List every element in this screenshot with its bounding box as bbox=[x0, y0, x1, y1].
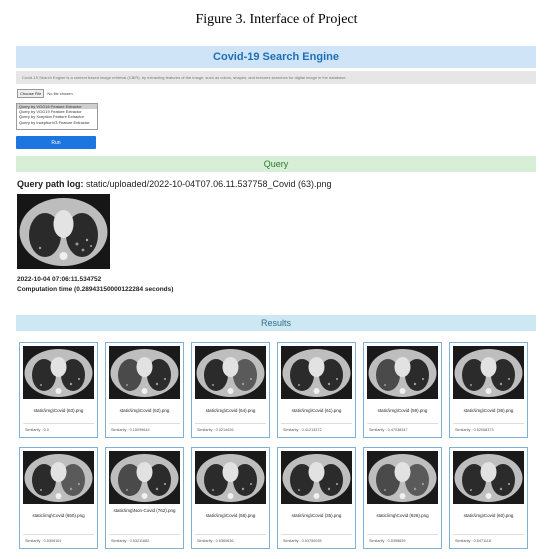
result-caption: static\img\Covid (64).png bbox=[205, 408, 256, 413]
file-status-text: No file chosen bbox=[47, 91, 73, 96]
result-caption: static\img\Covid (61).png bbox=[291, 408, 342, 413]
result-divider bbox=[453, 423, 524, 424]
result-caption: static\img\Non-Covid (762).png bbox=[113, 508, 176, 513]
result-ct-image bbox=[453, 346, 524, 399]
result-card[interactable] bbox=[277, 342, 356, 438]
option-xception[interactable]: Query by Xception Feature Extractor bbox=[19, 114, 84, 120]
result-divider bbox=[453, 534, 524, 535]
result-similarity: Similarity : 0.41213372 bbox=[283, 428, 322, 432]
result-caption: static\img\Covid (36).png bbox=[463, 408, 514, 413]
result-divider bbox=[281, 423, 352, 424]
result-caption: static\img\Covid (59).png bbox=[377, 408, 428, 413]
result-card[interactable] bbox=[191, 342, 270, 438]
result-similarity: Similarity : 0.15099644 bbox=[111, 428, 150, 432]
app-description: Covid-19 Search Engine is a content based image retrieval (CBIR), by extracting features of the image, such as colors, shapes, and textures searches for digital image in the database. bbox=[16, 71, 536, 84]
option-vgg16[interactable]: Query by VGG16 Feature Extractor bbox=[17, 104, 97, 109]
result-similarity: Similarity : 0.5360636 bbox=[197, 539, 234, 543]
result-divider bbox=[367, 534, 438, 535]
result-divider bbox=[195, 534, 266, 535]
result-caption: static\img\Covid (35).png bbox=[291, 513, 342, 518]
result-divider bbox=[281, 534, 352, 535]
result-ct-image bbox=[367, 451, 438, 504]
result-card[interactable] bbox=[449, 342, 528, 438]
result-card[interactable] bbox=[277, 447, 356, 549]
result-similarity: Similarity : 0.3214426 bbox=[197, 428, 234, 432]
query-path-value: static/uploaded/2022-10-04T07.06.11.537758_Covid (63).png bbox=[86, 179, 332, 189]
query-path-label: Query path log: bbox=[17, 179, 84, 189]
file-input-row bbox=[17, 89, 73, 98]
result-similarity: Similarity : 0.52068373 bbox=[455, 428, 494, 432]
result-card[interactable] bbox=[191, 447, 270, 549]
choose-file-button[interactable]: Choose File bbox=[17, 89, 44, 98]
figure-caption: Figure 3. Interface of Project bbox=[195, 12, 358, 27]
result-divider bbox=[109, 423, 180, 424]
result-caption: static\img\Covid (62).png bbox=[119, 408, 170, 413]
result-ct-image bbox=[109, 451, 180, 504]
result-ct-image bbox=[195, 451, 266, 504]
result-ct-image bbox=[23, 346, 94, 399]
feature-extractor-select[interactable] bbox=[16, 103, 98, 130]
result-card[interactable] bbox=[105, 342, 184, 438]
result-caption: static\img\Covid (58).png bbox=[205, 513, 256, 518]
result-ct-image bbox=[109, 346, 180, 399]
app-title: Covid-19 Search Engine bbox=[16, 46, 536, 68]
option-inceptionv3[interactable]: Query by InceptionV3 Feature Extractor bbox=[19, 119, 90, 125]
result-card[interactable] bbox=[105, 447, 184, 549]
result-similarity: Similarity : 0.53211682 bbox=[111, 539, 150, 543]
result-ct-image bbox=[195, 346, 266, 399]
result-divider bbox=[109, 534, 180, 535]
result-similarity: Similarity : 0.5471118 bbox=[455, 539, 491, 543]
result-card[interactable] bbox=[363, 447, 442, 549]
query-section-header: Query bbox=[16, 156, 536, 172]
query-ct-image bbox=[17, 194, 110, 269]
result-ct-image bbox=[453, 451, 524, 504]
result-ct-image bbox=[281, 346, 352, 399]
query-timestamp: 2022-10-04 07:06:11.534752 bbox=[17, 276, 102, 283]
result-similarity: Similarity : 0.47038347 bbox=[369, 428, 408, 432]
result-divider bbox=[23, 534, 94, 535]
result-ct-image bbox=[367, 346, 438, 399]
result-caption: static\img\Covid (926).png bbox=[376, 513, 429, 518]
results-section-header: Results bbox=[16, 315, 536, 331]
result-similarity: Similarity : 0.5398839 bbox=[369, 539, 406, 543]
query-meta bbox=[17, 275, 173, 295]
result-divider bbox=[367, 423, 438, 424]
result-divider bbox=[195, 423, 266, 424]
computation-time: Computation time (0.28943150000122284 seconds) bbox=[17, 286, 174, 293]
result-similarity: Similarity : 0.0 bbox=[25, 428, 49, 432]
result-card[interactable] bbox=[363, 342, 442, 438]
result-caption: static\img\Covid (60).png bbox=[463, 513, 514, 518]
result-card[interactable] bbox=[19, 447, 98, 549]
result-caption: static\img\Covid (650).png bbox=[32, 513, 85, 518]
option-vgg19[interactable]: Query by VGG19 Feature Extractor bbox=[19, 109, 82, 115]
result-caption: static\img\Covid (63).png bbox=[33, 408, 84, 413]
result-ct-image bbox=[23, 451, 94, 504]
result-card[interactable] bbox=[19, 342, 98, 438]
run-button[interactable]: Run bbox=[16, 136, 96, 149]
result-similarity: Similarity : 0.53750035 bbox=[283, 539, 322, 543]
result-divider bbox=[23, 423, 94, 424]
result-similarity: Similarity : 0.5306161 bbox=[25, 539, 62, 543]
result-card[interactable] bbox=[449, 447, 528, 549]
result-ct-image bbox=[281, 451, 352, 504]
query-path-log bbox=[17, 179, 332, 189]
